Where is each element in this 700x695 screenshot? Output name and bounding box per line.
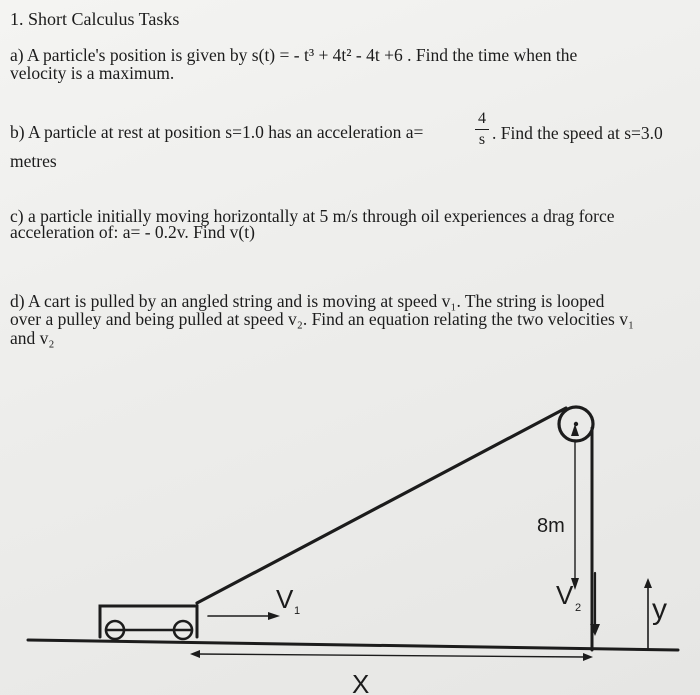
part-a-line-1: a) A particle's position is given by s(t) = - t³ + 4t² - 4t +6 . Find the time when the: [10, 45, 578, 65]
pulley-axle-dot: [574, 422, 578, 426]
part-b-line-2: metres: [10, 151, 57, 171]
part-a-line-2: velocity is a maximum.: [10, 63, 175, 83]
x-arrow-head-left: [190, 650, 200, 658]
part-d-line-3: and v₂: [10, 328, 55, 348]
v2-subscript: 2: [575, 602, 582, 614]
v2-label: V: [556, 580, 574, 610]
part-b-numerator: 4: [478, 110, 486, 127]
y-label: y: [652, 593, 667, 626]
part-b-text: b) A particle at rest at position s=1.0 has an acceleration a=: [10, 122, 424, 142]
part-c-line-2: acceleration of: a= - 0.2v. Find v(t): [10, 222, 255, 242]
part-c-line-1: c) a particle initially moving horizontally at 5 m/s through oil experiences a drag force: [10, 206, 615, 226]
height-label: 8m: [537, 515, 565, 537]
part-b-text-after: . Find the speed at s=3.0: [492, 123, 663, 143]
part-b-denominator: s: [478, 131, 486, 148]
ground-line: [28, 640, 678, 650]
x-dimension-line: [197, 654, 585, 657]
page-heading: 1. Short Calculus Tasks: [10, 9, 180, 29]
height-arrow-head-up: [571, 424, 579, 436]
x-arrow-head-right: [583, 653, 593, 661]
v1-subscript: 1: [294, 605, 301, 617]
part-d-line-2: over a pulley and being pulled at speed v₂. Find an equation relating the two velocities v₁: [10, 309, 635, 329]
angled-string: [197, 408, 566, 603]
part-d-line-1: d) A cart is pulled by an angled string and is moving at speed v₁. The string is looped: [10, 291, 605, 311]
x-label: X: [352, 669, 370, 695]
v1-label: V: [276, 584, 294, 614]
y-arrow-head: [644, 578, 652, 588]
